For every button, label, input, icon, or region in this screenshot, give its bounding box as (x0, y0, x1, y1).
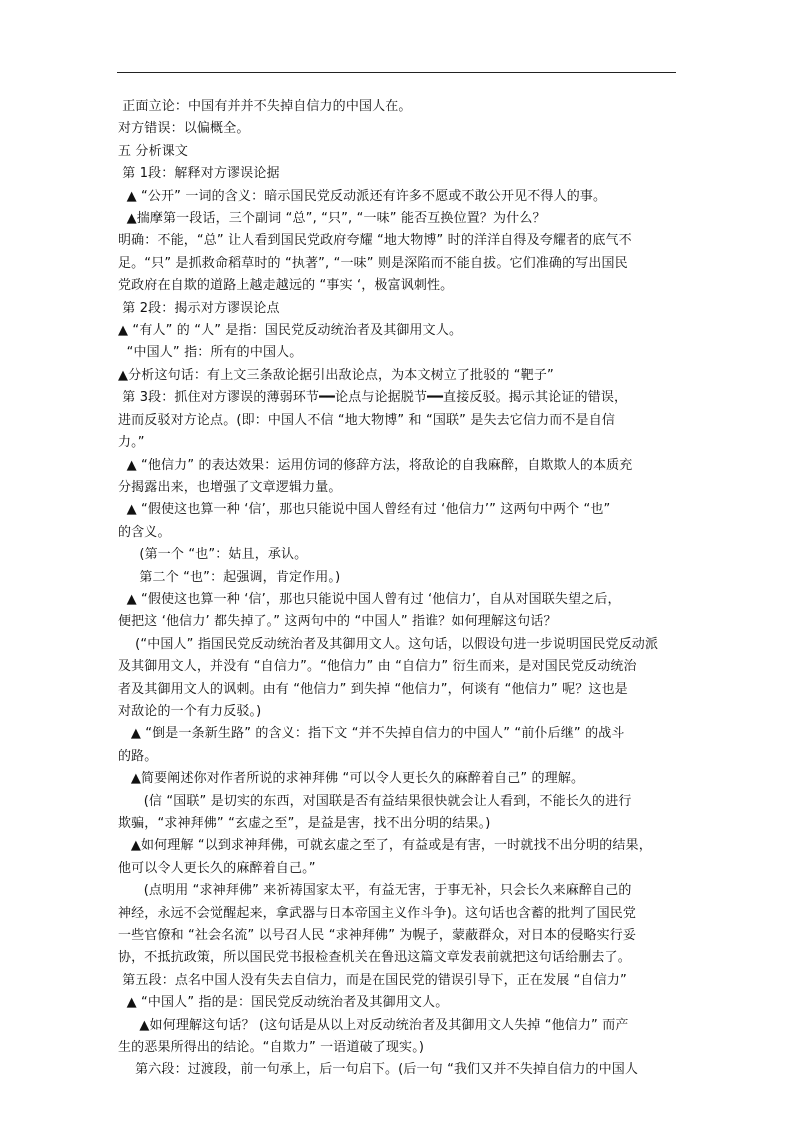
text-line: 一些官僚和 “社会名流” 以号召人民 “求神拜佛” 为幌子，蒙蔽群众，对日本的侵略实行妥 (118, 928, 637, 944)
text-line: 正面立论：中国有并并不失掉自信力的中国人在。 (118, 99, 412, 114)
text-line: ▲如何理解这句话？ (这句话是从以上对反动统治者及其御用文人失掉 “他信力” 而产 (118, 1017, 629, 1033)
header-rule (117, 72, 676, 73)
text-line: 对方错误：以偏概全。 (118, 121, 250, 137)
text-line: 的路。 (118, 748, 158, 764)
text-line: 及其御用文人，并没有 “自信力”。“他信力” 由 “自信力” 衍生而来，是对国民党反动统治 (118, 659, 637, 675)
text-line: 欺骗，“求神拜佛” “玄虚之至”，是益是害，找不出分明的结果。) (118, 816, 491, 831)
text-line: 第二个 “也”：起强调，肯定作用。) (118, 569, 341, 585)
text-line: ▲ “中国人” 指的是：国民党反动统治者及其御用文人。 (118, 995, 449, 1011)
text-line: ▲ “他信力” 的表达效果：运用仿词的修辞方法，将敌论的自我麻醉，自欺欺人的本质充 (118, 457, 633, 473)
document-body (118, 96, 676, 1082)
text-line: 五 分析课文 (118, 143, 189, 159)
text-line: 第五段：点名中国人没有失去自信力，而是在国民党的错误引导下，正在发展 “自信力” (118, 972, 627, 988)
text-line: ▲揣摩第一段话，三个副词 “总”, “只”, “一味” 能否互换位置？为什么？ (118, 211, 546, 227)
text-line: ▲简要阐述你对作者所说的求神拜佛 “可以令人更长久的麻醉着自己” 的理解。 (118, 771, 585, 787)
text-line: 协，不抵抗政策，所以国民党书报检查机关在鲁迅这篇文章发表前就把这句话给删去了。 (118, 950, 631, 966)
text-line: 第 3段：抓住对方谬误的薄弱环节━━论点与论据脱节━━直接反驳。揭示其论证的错误， (118, 390, 628, 406)
text-line: 第 2段：揭示对方谬误论点 (118, 300, 280, 316)
text-line: 明确：不能，“总” 让人看到国民党政府夸耀 “地大物博” 时的洋洋自得及夸耀者的底气不 (118, 233, 632, 249)
text-line: ▲ “公开” 一词的含义：暗示国民党反动派还有许多不愿或不敢公开见不得人的事。 (118, 188, 607, 204)
text-line: “中国人” 指：所有的中国人。 (118, 345, 303, 361)
text-line: 进而反驳对方论点。(即：中国人不信 “地大物博” 和 “国联” 是失去它信力而不是自信 (118, 412, 615, 428)
text-line: (点明用 “求神拜佛” 来祈祷国家太平，有益无害，于事无补，只会长久来麻醉自己的 (118, 883, 632, 899)
text-line: 神经，永远不会觉醒起来，拿武器与日本帝国主义作斗争)。这句话也含蓄的批判了国民党 (118, 905, 637, 921)
text-line: 对敌论的一个有力反驳。) (118, 703, 262, 719)
text-line: ▲ “有人” 的 “人” 是指：国民党反动统治者及其御用文人。 (118, 323, 463, 339)
text-line: 分揭露出来，也增强了文章逻辑力量。 (118, 479, 342, 495)
text-line: (第一个 “也”：姑且，承认。 (118, 547, 308, 563)
text-line: 生的恶果所得出的结论。“自欺力” 一语道破了现实。) (118, 1040, 425, 1056)
text-line: 第六段：过渡段，前一句承上，后一句启下。(后一句 “我们又并不失掉自信力的中国人 (118, 1062, 639, 1078)
text-line: ▲分析这句话：有上文三条敌论据引出敌论点，为本文树立了批驳的 “靶子” (118, 367, 554, 383)
text-line: 足。“只” 是抓救命稻草时的 “执著”, “一味” 则是深陷而不能自拔。它们准确的写出国民 (118, 255, 628, 271)
text-line: 党政府在自欺的道路上越走越远的 “事实 ‘，极富讽刺性。 (118, 278, 454, 294)
text-line: (“中国人” 指国民党反动统治者及其御用文人。这句话，以假设句进一步说明国民党反动派 (118, 636, 659, 652)
text-line: ▲ “假使这也算一种 ‘信’，那也只能说中国人曾经有过 ‘他信力’” 这两句中两个 “也” (118, 502, 611, 518)
text-line: (信 “国联” 是切实的东西，对国联是否有益结果很快就会让人看到，不能长久的进行 (118, 793, 632, 809)
text-line: 他可以令人更长久的麻醉着自己。” (118, 860, 316, 876)
text-line: ▲ “假使这也算一种 ‘信’，那也只能说中国人曾有过 ‘他信力’，自从对国联失望之后， (118, 591, 621, 607)
text-line: 的含义。 (118, 524, 171, 540)
text-line: 者及其御用文人的讽刺。由有 “他信力” 到失掉 “他信力”，何谈有 “他信力” 呢？这也是 (118, 681, 628, 697)
text-line: 力。” (118, 435, 145, 451)
text-line: ▲如何理解 “以到求神拜佛，可就玄虚之至了，有益或是有害，一时就找不出分明的结果， (118, 838, 652, 854)
text-line: 便把这 ‘他信力’ 都失掉了。” 这两句中的 “中国人” 指谁？如何理解这句话？ (118, 614, 557, 630)
text-line: ▲ “倒是一条新生路” 的含义：指下文 “并不失掉自信力的中国人” “前仆后继” 的战斗 (118, 726, 625, 742)
text-line: 第 1段：解释对方谬误论据 (118, 166, 280, 182)
